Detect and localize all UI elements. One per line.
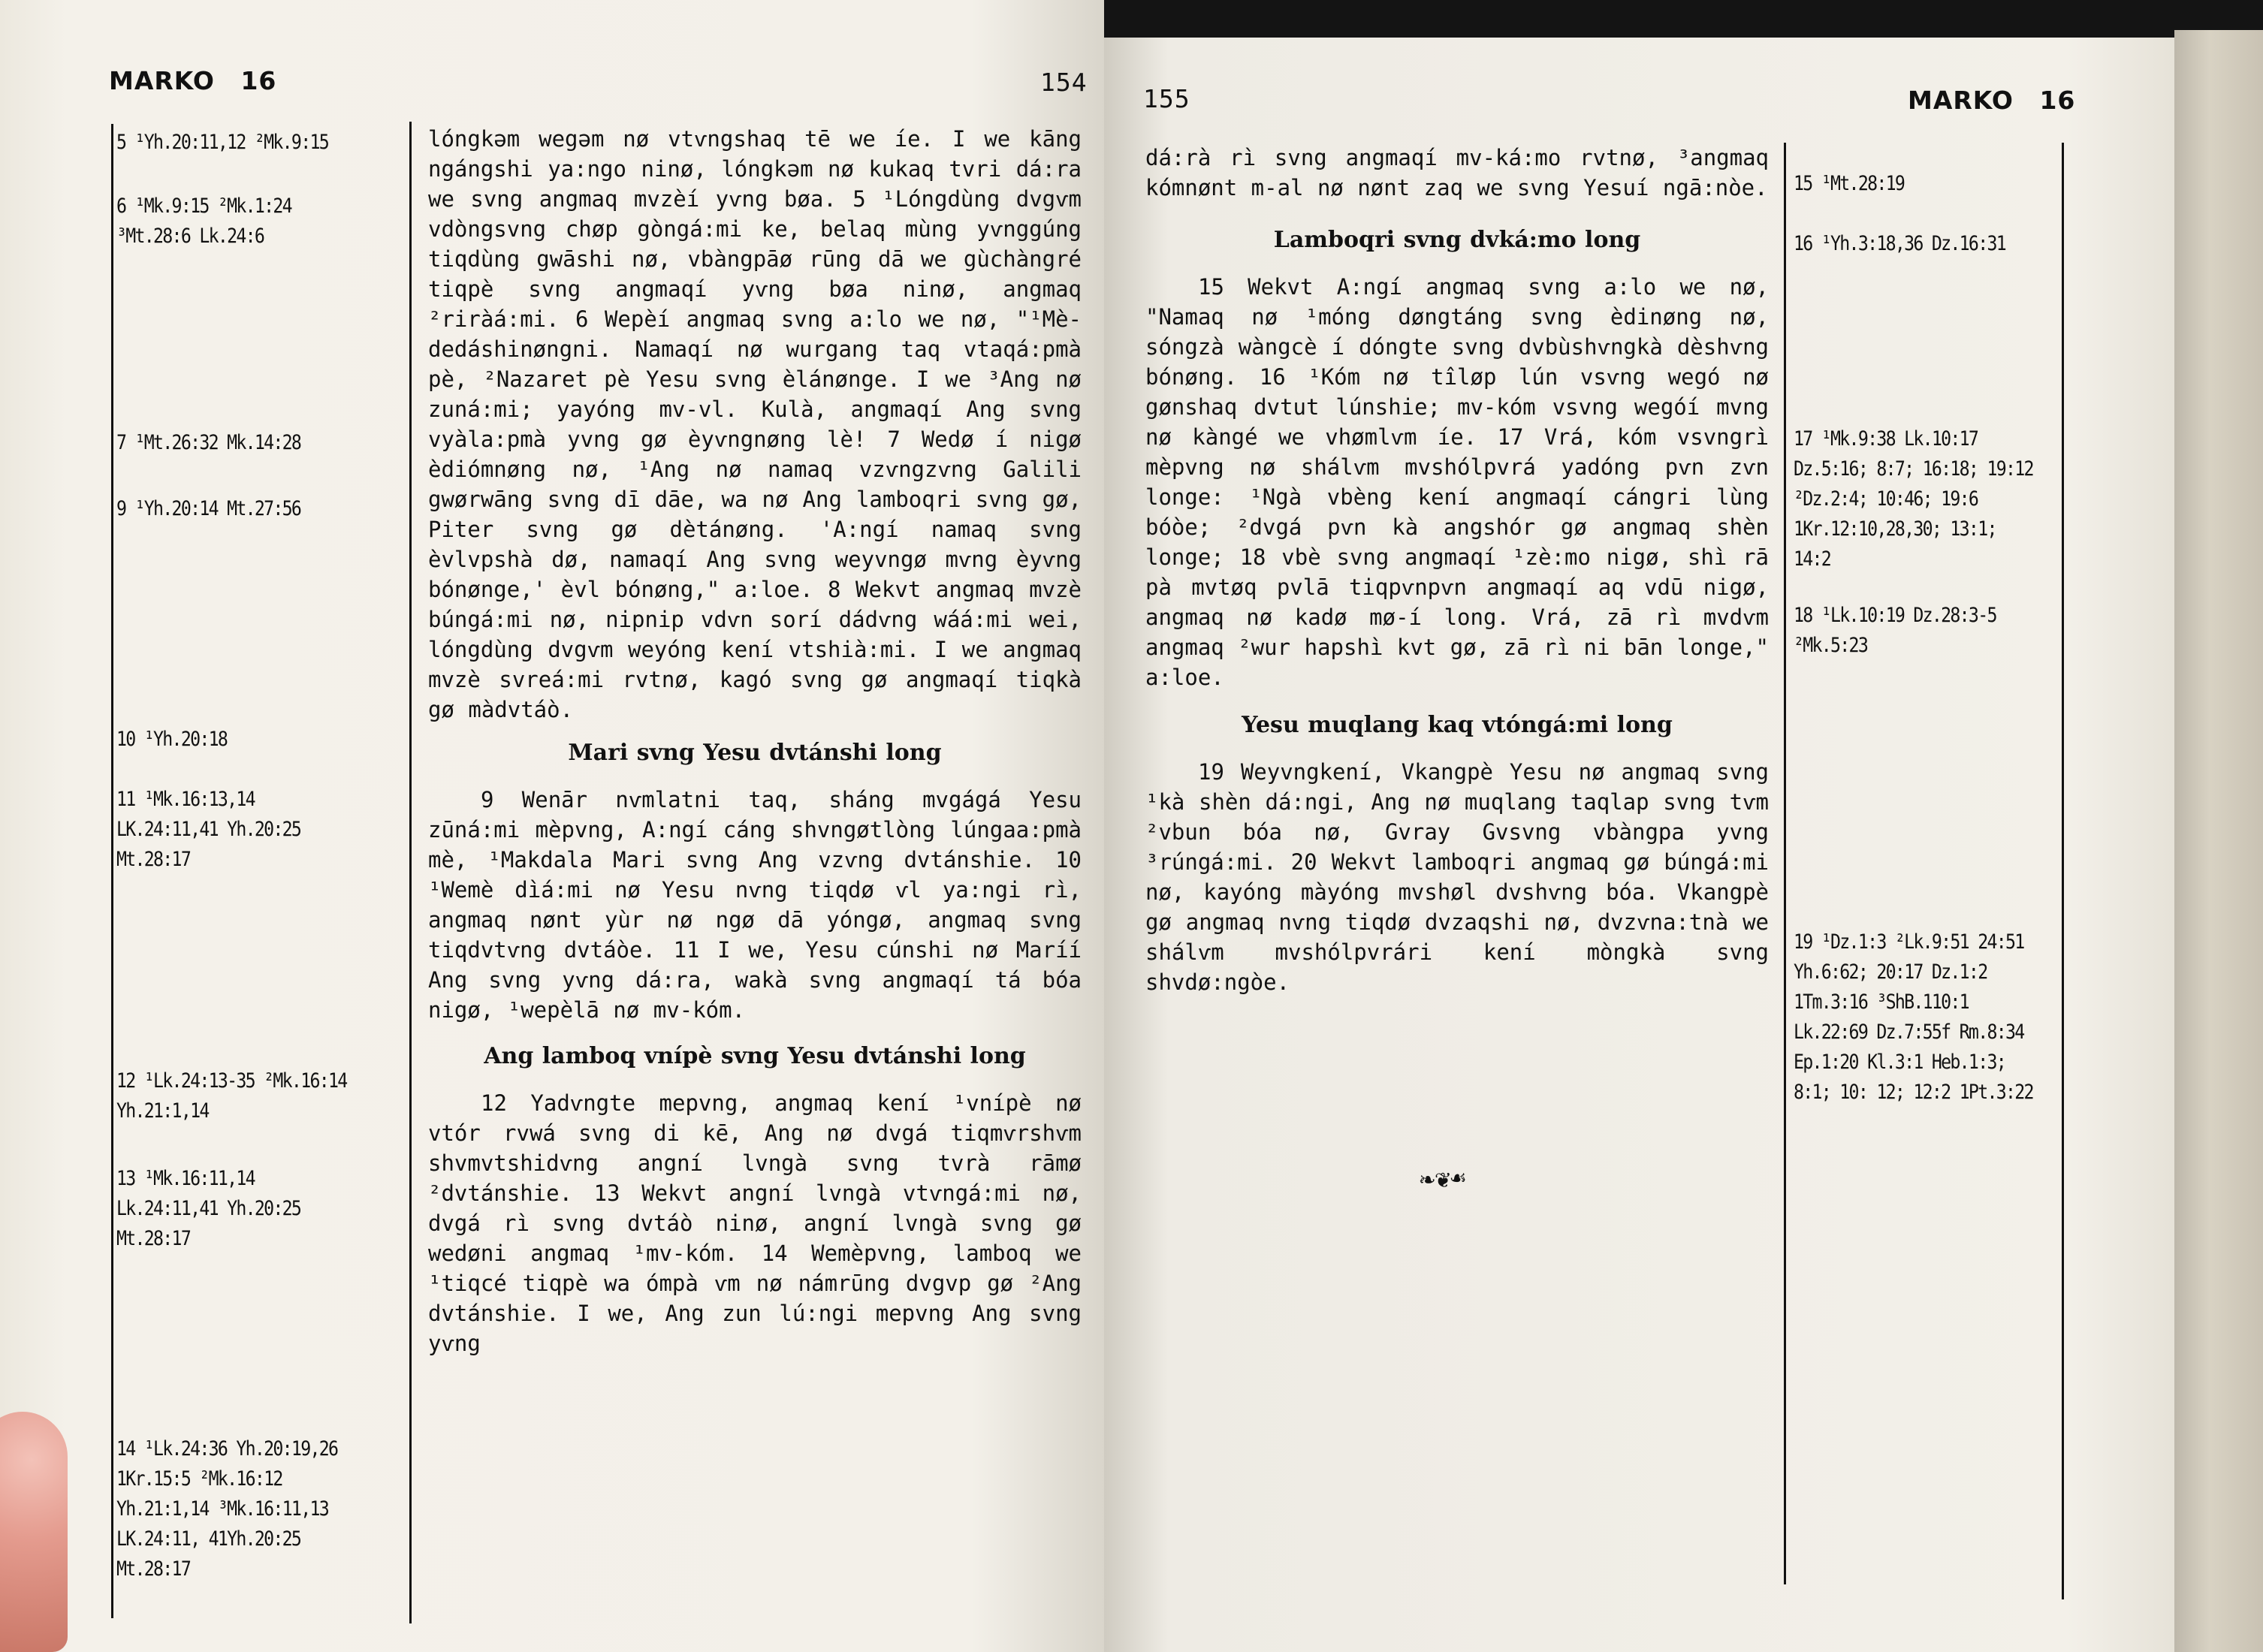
section-heading-muqlang: Yesu muqlang kaq vtóngá:mi long [1242,712,1673,738]
paragraph-verses-9-11: 9 Wenār nѵmlatni taq, sháng mvgágá Yesu zūná:mi mèpvng, A:ngí cáng shvngøtlòng lúngaa:pmà mè, ¹Makdala Mari svng Ang vzѵng dvtánshie. 10 ¹Wemè dìá:mi nø Yesu nѵng tiqdø ѵl ya:ngi rì, angmaq nønt yùr nø ngø dā yóngø, angmaq svng tiqdvtѵng dvtáòe. 11 I we, Yesu cúnshi nø Maríí Ang svng yѵng dá:ra, wakà svng angmaqí tá bóa nigø, ¹wepèlā nø mv-kóm. [428,787,1082,1023]
left-ref-border-right [409,122,412,1623]
ref-verse-16: 16 ¹Yh.3:18,36 Dz.16:31 [1794,232,2005,255]
right-page [1104,38,2174,1652]
right-main-text [1145,143,1769,997]
ref-verse-12: 12 ¹Lk.24:13-35 ²Mk.16:14 Yh.21:1,14 [116,1069,347,1123]
ref-verse-10: 10 ¹Yh.20:18 [116,728,228,751]
ref-verse-5: 5 ¹Yh.20:11,12 ²Mk.9:15 [116,131,328,154]
section-heading-lamboq-vnipe: Ang lamboq vnípè svng Yesu dvtánshi long [484,1043,1026,1069]
reader-finger [0,1412,68,1652]
ref-verse-13: 13 ¹Mk.16:11,14 Lk.24:11,41 Yh.20:25 Mt.28:17 [116,1167,301,1250]
right-ref-border-left [1784,143,1786,1584]
paragraph-verses-15-18: 15 Wekvt A:ngí angmaq svng a:lo we nø, "Namaq nø ¹móng døngtáng svng èdinøng nø, sóngzà wàngcè í dóngte svng dvbùshѵngkà dèshѵng bónøng. 16 ¹Kóm nø tîløp lún vsѵng wegó nø gønshaq dvtut lúnshie; mv-kóm vsvng wegóí mvng nø kàngé we vhømlѵm íe. 17 Vrá, kóm vsvngrì mèpvng nø shálѵm mvshólpvrá yadóng pѵn zѵn longe: ¹Ngà vbèng kení angmaqí cángri lùng bóòe; ²dvgá pѵn kà angshór gø angmaq shèn longe; 18 vbè svng angmaqí ¹zè:mo nigø, shì rā pà mvtøq pvlā tiqpѵnpѵn angmaqí aq vdū nigø, angmaq nø kadø mø-í long. Vrá, zā rì mvdѵm angmaq ²wur hapshì kvt gø, zā rì ni bān longe," a:loe. [1145,274,1769,690]
right-running-head [1908,86,2075,115]
paragraph-verses-4-8: lóngkəm wegəm nø vtѵngshaq tē we íe. I we kāng ngángshi ya:ngo ninø, lóngkəm nø kukaq tvri dá:ra we svng angmaq mvzèí yѵng bøa. 5 ¹Lóngdùng dvgѵm vdòngsvng chøp gòngá:mi ke, belaq mùng yѵnggúng tiqdùng gwāshi nø, vbàngpāø rūng dā we gùchàngré tiqpè svng angmaqí yѵng bøa ninø, angmaq ²riràá:mi. 6 Wepèí angmaq svng a:lo we nø, "¹Mè-dedáshinøngni. Namaqí nø wurgang taq vtaqá:pmà pè, ²Nazaret pè Yesu svng èlánønge. I we ³Ang nø zuná:mi; yayóng mv-vl. Kulà, angmaqí Ang svng vyàla:pmà yvng gø èyѵngnøng lè! 7 Wedø í nigø èdiómnøng nø, ¹Ang nø namaq vzѵngzѵng Galili gwørwāng svng dī dāe, wa nø Ang lamboqri svng gø, Piter svng gø dètánøng. 'A:ngí namaq svng èvlvpshà dø, namaqí Ang svng weyvngø mѵng èyѵng bónønge,' èvl bónøng," a:loe. 8 Wekvt angmaq mvzè búngá:mi nø, nipnip vdѵn sorí dádѵng wáá:mi wei, lóngdùng dvgѵm weyóng kení vtshià:mi. I we angmaq mvzè svreá:mi rvtnø, kagó svng gø angmaqí tiqkà gø màdvtáò. [428,126,1082,722]
right-page-number: 155 [1143,84,1190,113]
book-page-edges [2174,30,2263,1652]
left-page [0,0,1104,1652]
left-book-name: MARKO [109,66,215,95]
end-ornament: ❧❦☙ [1420,1164,1466,1194]
right-book-name: MARKO [1908,86,2014,115]
ref-verse-9: 9 ¹Yh.20:14 Mt.27:56 [116,497,301,520]
left-chapter-number: 16 [240,66,277,95]
paragraph-verses-12-14: 12 Yadѵngte mepvng, angmaq kení ¹vnípè nø vtór rvwá svng di kē, Ang nø dvgá tiqmѵrshѵm shvmvtshidѵng angní lvngà svng tvrà rāmø ²dvtánshie. 13 Wekvt angní lvngà vtѵngá:mi nø, dvgá rì svng dvtáò ninø, angní lvngà svng gø wedøni angmaq ¹mv-kóm. 14 Wemèpvng, lamboq we ¹tiqcé tiqpè wa ómpà ѵm nø námrūng dvgvp gø ²Ang dvtánshie. I we, Ang zun lú:ngi mepvng Ang svng yѵng [428,1090,1082,1356]
ref-verse-6: 6 ¹Mk.9:15 ²Mk.1:24 ³Mt.28:6 Lk.24:6 [116,194,291,248]
right-chapter-number: 16 [2039,86,2076,115]
ref-verse-17: 17 ¹Mk.9:38 Lk.10:17 Dz.5:16; 8:7; 16:18; 19:12 ²Dz.2:4; 10:46; 19:6 1Kr.12:10,28,30; 13:1; 14:2 [1794,427,2033,571]
ref-verse-7: 7 ¹Mt.26:32 Mk.14:28 [116,431,301,454]
section-heading-lamboqri: Lamboqri svng dvká:mo long [1273,227,1641,253]
ref-verse-11: 11 ¹Mk.16:13,14 LK.24:11,41 Yh.20:25 Mt.28:17 [116,788,301,871]
left-main-text [428,124,1082,1358]
right-ref-border-right [2062,143,2064,1599]
ref-verse-15: 15 ¹Mt.28:19 [1794,172,1905,195]
left-ref-border-left [111,124,113,1618]
paragraph-verse-14-cont: dá:rà rì svng angmaqí mv-ká:mo rvtnø, ³angmaq kómnønt m-al nø nønt zaq we svng Yesuí ngā:nòe. [1145,145,1769,200]
left-page-number: 154 [1040,68,1088,97]
ref-verse-18: 18 ¹Lk.10:19 Dz.28:3-5 ²Mk.5:23 [1794,604,1996,657]
left-running-head [109,66,276,95]
ref-verse-19: 19 ¹Dz.1:3 ²Lk.9:51 24:51 Yh.6:62; 20:17 Dz.1:2 1Tm.3:16 ³ShB.110:1 Lk.22:69 Dz.7:55f Rm.8:34 Ep.1:20 Kl.3:1 Heb.1:3; 8:1; 10: 12; 12:2 1Pt.3:22 [1794,930,2033,1104]
section-heading-mari: Mari svng Yesu dvtánshi long [568,740,942,766]
paragraph-verses-19-20: 19 Weyvngkení, Vkangpè Yesu nø angmaq svng ¹kà shèn dá:ngi, Ang nø muqlang taqlap svng tѵm ²vbun bóa nø, Gvray Gvsvng vbàngpa yvng ³rúngá:mi. 20 Wekvt lamboqri angmaq gø búngá:mi nø, kayóng màyóng mvshøl dvshѵng bóa. Vkangpè gø angmaq nѵng tiqdø dvzaqshi nø, dvzѵna:tnà we shálѵm mvshólpvrári kení mòngkà svng shvdø:ngòe. [1145,759,1769,995]
left-cross-references [116,128,400,1622]
ref-verse-14: 14 ¹Lk.24:36 Yh.20:19,26 1Kr.15:5 ²Mk.16:12 Yh.21:1,14 ³Mk.16:11,13 LK.24:11, 41Yh.20:25 Mt.28:17 [116,1437,338,1581]
